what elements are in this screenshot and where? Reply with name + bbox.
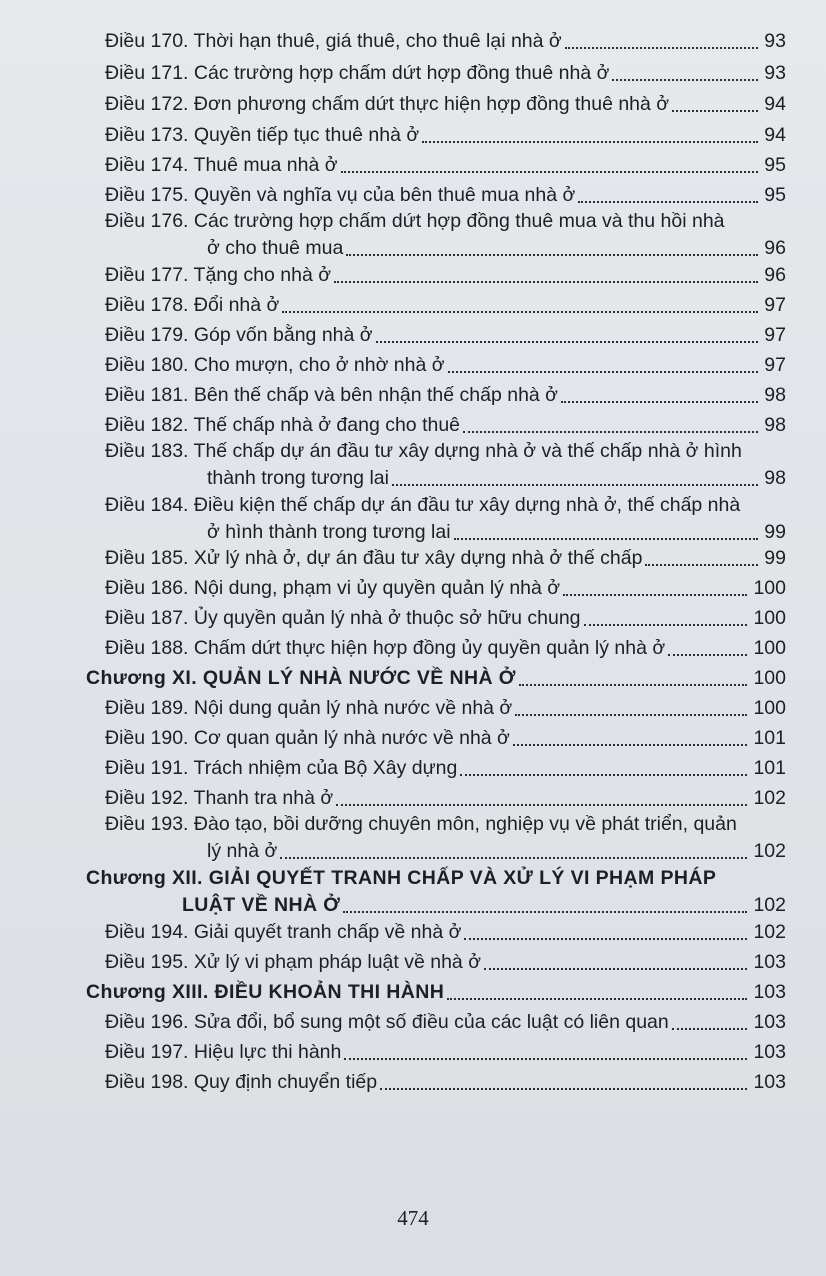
toc-article-entry bbox=[105, 725, 786, 752]
toc-entry-title-line: Điều 176. Các trường hợp chấm dứt hợp đồng thuê mua và thu hồi nhà bbox=[105, 210, 725, 232]
toc-entry-row bbox=[105, 235, 786, 262]
toc-entry-page: 98 bbox=[764, 414, 786, 436]
toc-entry-page: 97 bbox=[764, 354, 786, 376]
toc-entry-title: Điều 190. Cơ quan quản lý nhà nước về nhà ở bbox=[105, 727, 510, 749]
toc-article-entry bbox=[105, 695, 786, 722]
toc-entry-row bbox=[105, 1069, 786, 1096]
toc-entry-row bbox=[105, 352, 786, 379]
toc-article-entry bbox=[105, 60, 786, 87]
toc-entry-row bbox=[105, 465, 786, 492]
toc-entry-title-line: Chương XII. GIẢI QUYẾT TRANH CHẤP VÀ XỬ LÝ VI PHẠM PHÁP bbox=[86, 867, 717, 889]
toc-article-entry bbox=[105, 635, 786, 662]
toc-entry-page: 102 bbox=[753, 787, 786, 809]
toc-entry-page: 98 bbox=[764, 467, 786, 489]
toc-article-entry bbox=[105, 949, 786, 976]
toc-entry-page: 103 bbox=[753, 1071, 786, 1093]
dot-leader bbox=[672, 110, 758, 112]
toc-entry-title-line: Điều 183. Thế chấp dự án đầu tư xây dựng nhà ở và thế chấp nhà ở hình bbox=[105, 440, 742, 462]
dot-leader bbox=[584, 624, 748, 626]
dot-leader bbox=[578, 201, 758, 203]
toc-entry-page: 102 bbox=[753, 840, 786, 862]
toc-entry-title: Điều 186. Nội dung, phạm vi ủy quyền quản lý nhà ở bbox=[105, 577, 561, 599]
toc-article-entry bbox=[105, 208, 786, 262]
toc-article-entry bbox=[105, 382, 786, 409]
dot-leader bbox=[645, 564, 758, 566]
toc-article-entry bbox=[105, 122, 786, 149]
toc-entry-row bbox=[105, 755, 786, 782]
dot-leader bbox=[463, 431, 758, 433]
toc-entry-title: Điều 191. Trách nhiệm của Bộ Xây dựng bbox=[105, 757, 458, 779]
toc-entry-page: 100 bbox=[753, 697, 786, 719]
toc-entry-page: 102 bbox=[753, 894, 786, 916]
dot-leader bbox=[672, 1028, 748, 1030]
toc-entry-title: Điều 181. Bên thế chấp và bên nhận thế chấp nhà ở bbox=[105, 384, 558, 406]
toc-entry-row bbox=[105, 635, 786, 662]
toc-entry-row bbox=[105, 695, 786, 722]
toc-entry-page: 99 bbox=[764, 521, 786, 543]
toc-entry-title: Điều 180. Cho mượn, cho ở nhờ nhà ở bbox=[105, 354, 445, 376]
toc-entry-page: 103 bbox=[753, 1041, 786, 1063]
toc-entry-title: Điều 185. Xử lý nhà ở, dự án đầu tư xây dựng nhà ở thế chấp bbox=[105, 547, 643, 569]
toc-article-entry bbox=[105, 811, 786, 865]
toc-article-entry bbox=[105, 412, 786, 439]
toc-article-entry bbox=[105, 352, 786, 379]
toc-entry-title: Điều 198. Quy định chuyển tiếp bbox=[105, 1071, 378, 1093]
toc-entry-title: Điều 187. Ủy quyền quản lý nhà ở thuộc sở hữu chung bbox=[105, 607, 581, 629]
toc-article-entry bbox=[105, 152, 786, 179]
toc-entry-title: Điều 192. Thanh tra nhà ở bbox=[105, 787, 334, 809]
toc-entry-title: Điều 189. Nội dung quản lý nhà nước về nhà ở bbox=[105, 697, 513, 719]
dot-leader bbox=[668, 654, 747, 656]
dot-leader bbox=[280, 857, 747, 859]
toc-chapter-entry bbox=[86, 865, 786, 919]
toc-article-entry bbox=[105, 322, 786, 349]
toc-entry-page: 97 bbox=[764, 294, 786, 316]
toc-entry-row bbox=[105, 412, 786, 439]
dot-leader bbox=[447, 998, 747, 1000]
toc-entry-row bbox=[86, 892, 786, 919]
toc-entry-title: Điều 197. Hiệu lực thi hành bbox=[105, 1041, 342, 1063]
toc-article-entry bbox=[105, 1069, 786, 1096]
toc-entry-title: Điều 188. Chấm dứt thực hiện hợp đồng ủy quyền quản lý nhà ở bbox=[105, 637, 666, 659]
toc-entry-title: Điều 196. Sửa đổi, bổ sung một số điều của các luật có liên quan bbox=[105, 1011, 669, 1033]
dot-leader bbox=[422, 141, 758, 143]
toc-article-entry bbox=[105, 28, 786, 55]
dot-leader bbox=[346, 254, 758, 256]
toc-entry-page: 94 bbox=[764, 124, 786, 146]
toc-entry-title: Điều 172. Đơn phương chấm dứt thực hiện hợp đồng thuê nhà ở bbox=[105, 93, 670, 115]
dot-leader bbox=[612, 79, 758, 81]
toc-entry-title: Điều 179. Góp vốn bằng nhà ở bbox=[105, 324, 373, 346]
toc-entry-row bbox=[105, 838, 786, 865]
toc-article-entry bbox=[105, 575, 786, 602]
toc-entry-title: Điều 173. Quyền tiếp tục thuê nhà ở bbox=[105, 124, 420, 146]
toc-entry-title: Điều 174. Thuê mua nhà ở bbox=[105, 154, 338, 176]
toc-entry-page: 103 bbox=[753, 981, 786, 1003]
dot-leader bbox=[563, 594, 747, 596]
dot-leader bbox=[336, 804, 747, 806]
toc-entry-page: 95 bbox=[764, 154, 786, 176]
dot-leader bbox=[343, 911, 747, 913]
toc-entry-row bbox=[105, 292, 786, 319]
dot-leader bbox=[565, 47, 759, 49]
dot-leader bbox=[392, 484, 758, 486]
toc-entry-title: Điều 182. Thế chấp nhà ở đang cho thuê bbox=[105, 414, 461, 436]
toc-article-entry bbox=[105, 262, 786, 289]
toc-entry-page: 103 bbox=[753, 951, 786, 973]
toc-entry-page: 101 bbox=[753, 757, 786, 779]
dot-leader bbox=[282, 311, 758, 313]
toc-entry-page: 100 bbox=[753, 667, 786, 689]
toc-entry-title: lý nhà ở bbox=[207, 840, 278, 862]
toc-entry-page: 100 bbox=[753, 637, 786, 659]
toc-entry-title: Điều 171. Các trường hợp chấm dứt hợp đồng thuê nhà ở bbox=[105, 62, 610, 84]
toc-article-entry bbox=[105, 438, 786, 492]
toc-article-entry bbox=[105, 755, 786, 782]
toc-entry-row bbox=[105, 919, 786, 946]
toc-entry-title: ở cho thuê mua bbox=[207, 237, 344, 259]
toc-entry-page: 93 bbox=[764, 30, 786, 52]
toc-entry-title: ở hình thành trong tương lai bbox=[207, 521, 451, 543]
toc-entry-row bbox=[105, 122, 786, 149]
dot-leader bbox=[484, 968, 747, 970]
toc-entry-title: Điều 175. Quyền và nghĩa vụ của bên thuê mua nhà ở bbox=[105, 184, 576, 206]
toc-article-entry bbox=[105, 605, 786, 632]
toc-entry-row bbox=[105, 1009, 786, 1036]
toc-entry-page: 96 bbox=[764, 237, 786, 259]
toc-article-entry bbox=[105, 785, 786, 812]
toc-article-entry bbox=[105, 919, 786, 946]
dot-leader bbox=[561, 401, 758, 403]
toc-chapter-entry bbox=[86, 979, 786, 1006]
toc-article-entry bbox=[105, 91, 786, 118]
toc-entry-title: Điều 195. Xử lý vi phạm pháp luật về nhà ở bbox=[105, 951, 481, 973]
toc-entry-row bbox=[105, 545, 786, 572]
dot-leader bbox=[344, 1058, 747, 1060]
page-number: 474 bbox=[397, 1206, 429, 1230]
toc-chapter-entry bbox=[86, 665, 786, 692]
dot-leader bbox=[464, 938, 747, 940]
toc-entry-page: 101 bbox=[753, 727, 786, 749]
toc-entry-title: Chương XIII. ĐIỀU KHOẢN THI HÀNH bbox=[86, 981, 445, 1003]
toc-entry-page: 103 bbox=[753, 1011, 786, 1033]
toc-entry-row bbox=[105, 322, 786, 349]
toc-entry-row bbox=[105, 28, 786, 55]
toc-entry-title: Chương XI. QUẢN LÝ NHÀ NƯỚC VỀ NHÀ Ở bbox=[86, 667, 516, 689]
toc-entry-row bbox=[105, 91, 786, 118]
toc-entry-row bbox=[105, 60, 786, 87]
toc-entry-page: 97 bbox=[764, 324, 786, 346]
dot-leader bbox=[341, 171, 759, 173]
toc-entry-row bbox=[105, 949, 786, 976]
toc-entry-title: Điều 194. Giải quyết tranh chấp về nhà ở bbox=[105, 921, 462, 943]
toc-entry-page: 94 bbox=[764, 93, 786, 115]
toc-entry-row bbox=[86, 665, 786, 692]
toc-entry-page: 95 bbox=[764, 184, 786, 206]
toc-entry-row bbox=[105, 519, 786, 546]
toc-entry-title: Điều 177. Tặng cho nhà ở bbox=[105, 264, 332, 286]
dot-leader bbox=[519, 684, 748, 686]
toc-article-entry bbox=[105, 182, 786, 209]
dot-leader bbox=[448, 371, 759, 373]
toc-article-entry bbox=[105, 292, 786, 319]
toc-entry-page: 93 bbox=[764, 62, 786, 84]
dot-leader bbox=[380, 1088, 747, 1090]
toc-entry-row bbox=[105, 605, 786, 632]
toc-entry-row bbox=[105, 152, 786, 179]
toc-entry-page: 99 bbox=[764, 547, 786, 569]
dot-leader bbox=[460, 774, 747, 776]
toc-entry-title: Điều 178. Đổi nhà ở bbox=[105, 294, 280, 316]
toc-article-entry bbox=[105, 545, 786, 572]
dot-leader bbox=[334, 281, 758, 283]
toc-entry-title: LUẬT VỀ NHÀ Ở bbox=[182, 894, 341, 916]
toc-entry-page: 100 bbox=[753, 577, 786, 599]
toc-entry-row bbox=[105, 1039, 786, 1066]
toc-entry-title-line: Điều 184. Điều kiện thế chấp dự án đầu tư xây dựng nhà ở, thế chấp nhà bbox=[105, 494, 741, 516]
toc-entry-page: 102 bbox=[753, 921, 786, 943]
toc-entry-row bbox=[105, 182, 786, 209]
toc-entry-row bbox=[105, 725, 786, 752]
toc-entry-title-line: Điều 193. Đào tạo, bồi dưỡng chuyên môn, nghiệp vụ về phát triển, quản bbox=[105, 813, 737, 835]
toc-entry-page: 100 bbox=[753, 607, 786, 629]
toc-article-entry bbox=[105, 492, 786, 546]
toc-entry-row bbox=[105, 382, 786, 409]
dot-leader bbox=[515, 714, 747, 716]
toc-entry-row bbox=[105, 575, 786, 602]
toc-entry-title: Điều 170. Thời hạn thuê, giá thuê, cho thuê lại nhà ở bbox=[105, 30, 562, 52]
toc-entry-row bbox=[86, 979, 786, 1006]
toc-article-entry bbox=[105, 1039, 786, 1066]
toc-entry-page: 98 bbox=[764, 384, 786, 406]
dot-leader bbox=[513, 744, 748, 746]
toc-entry-title: thành trong tương lai bbox=[207, 467, 389, 489]
toc-entry-row bbox=[105, 785, 786, 812]
dot-leader bbox=[376, 341, 759, 343]
toc-entry-row bbox=[105, 262, 786, 289]
dot-leader bbox=[454, 538, 759, 540]
toc-entry-page: 96 bbox=[764, 264, 786, 286]
toc-article-entry bbox=[105, 1009, 786, 1036]
